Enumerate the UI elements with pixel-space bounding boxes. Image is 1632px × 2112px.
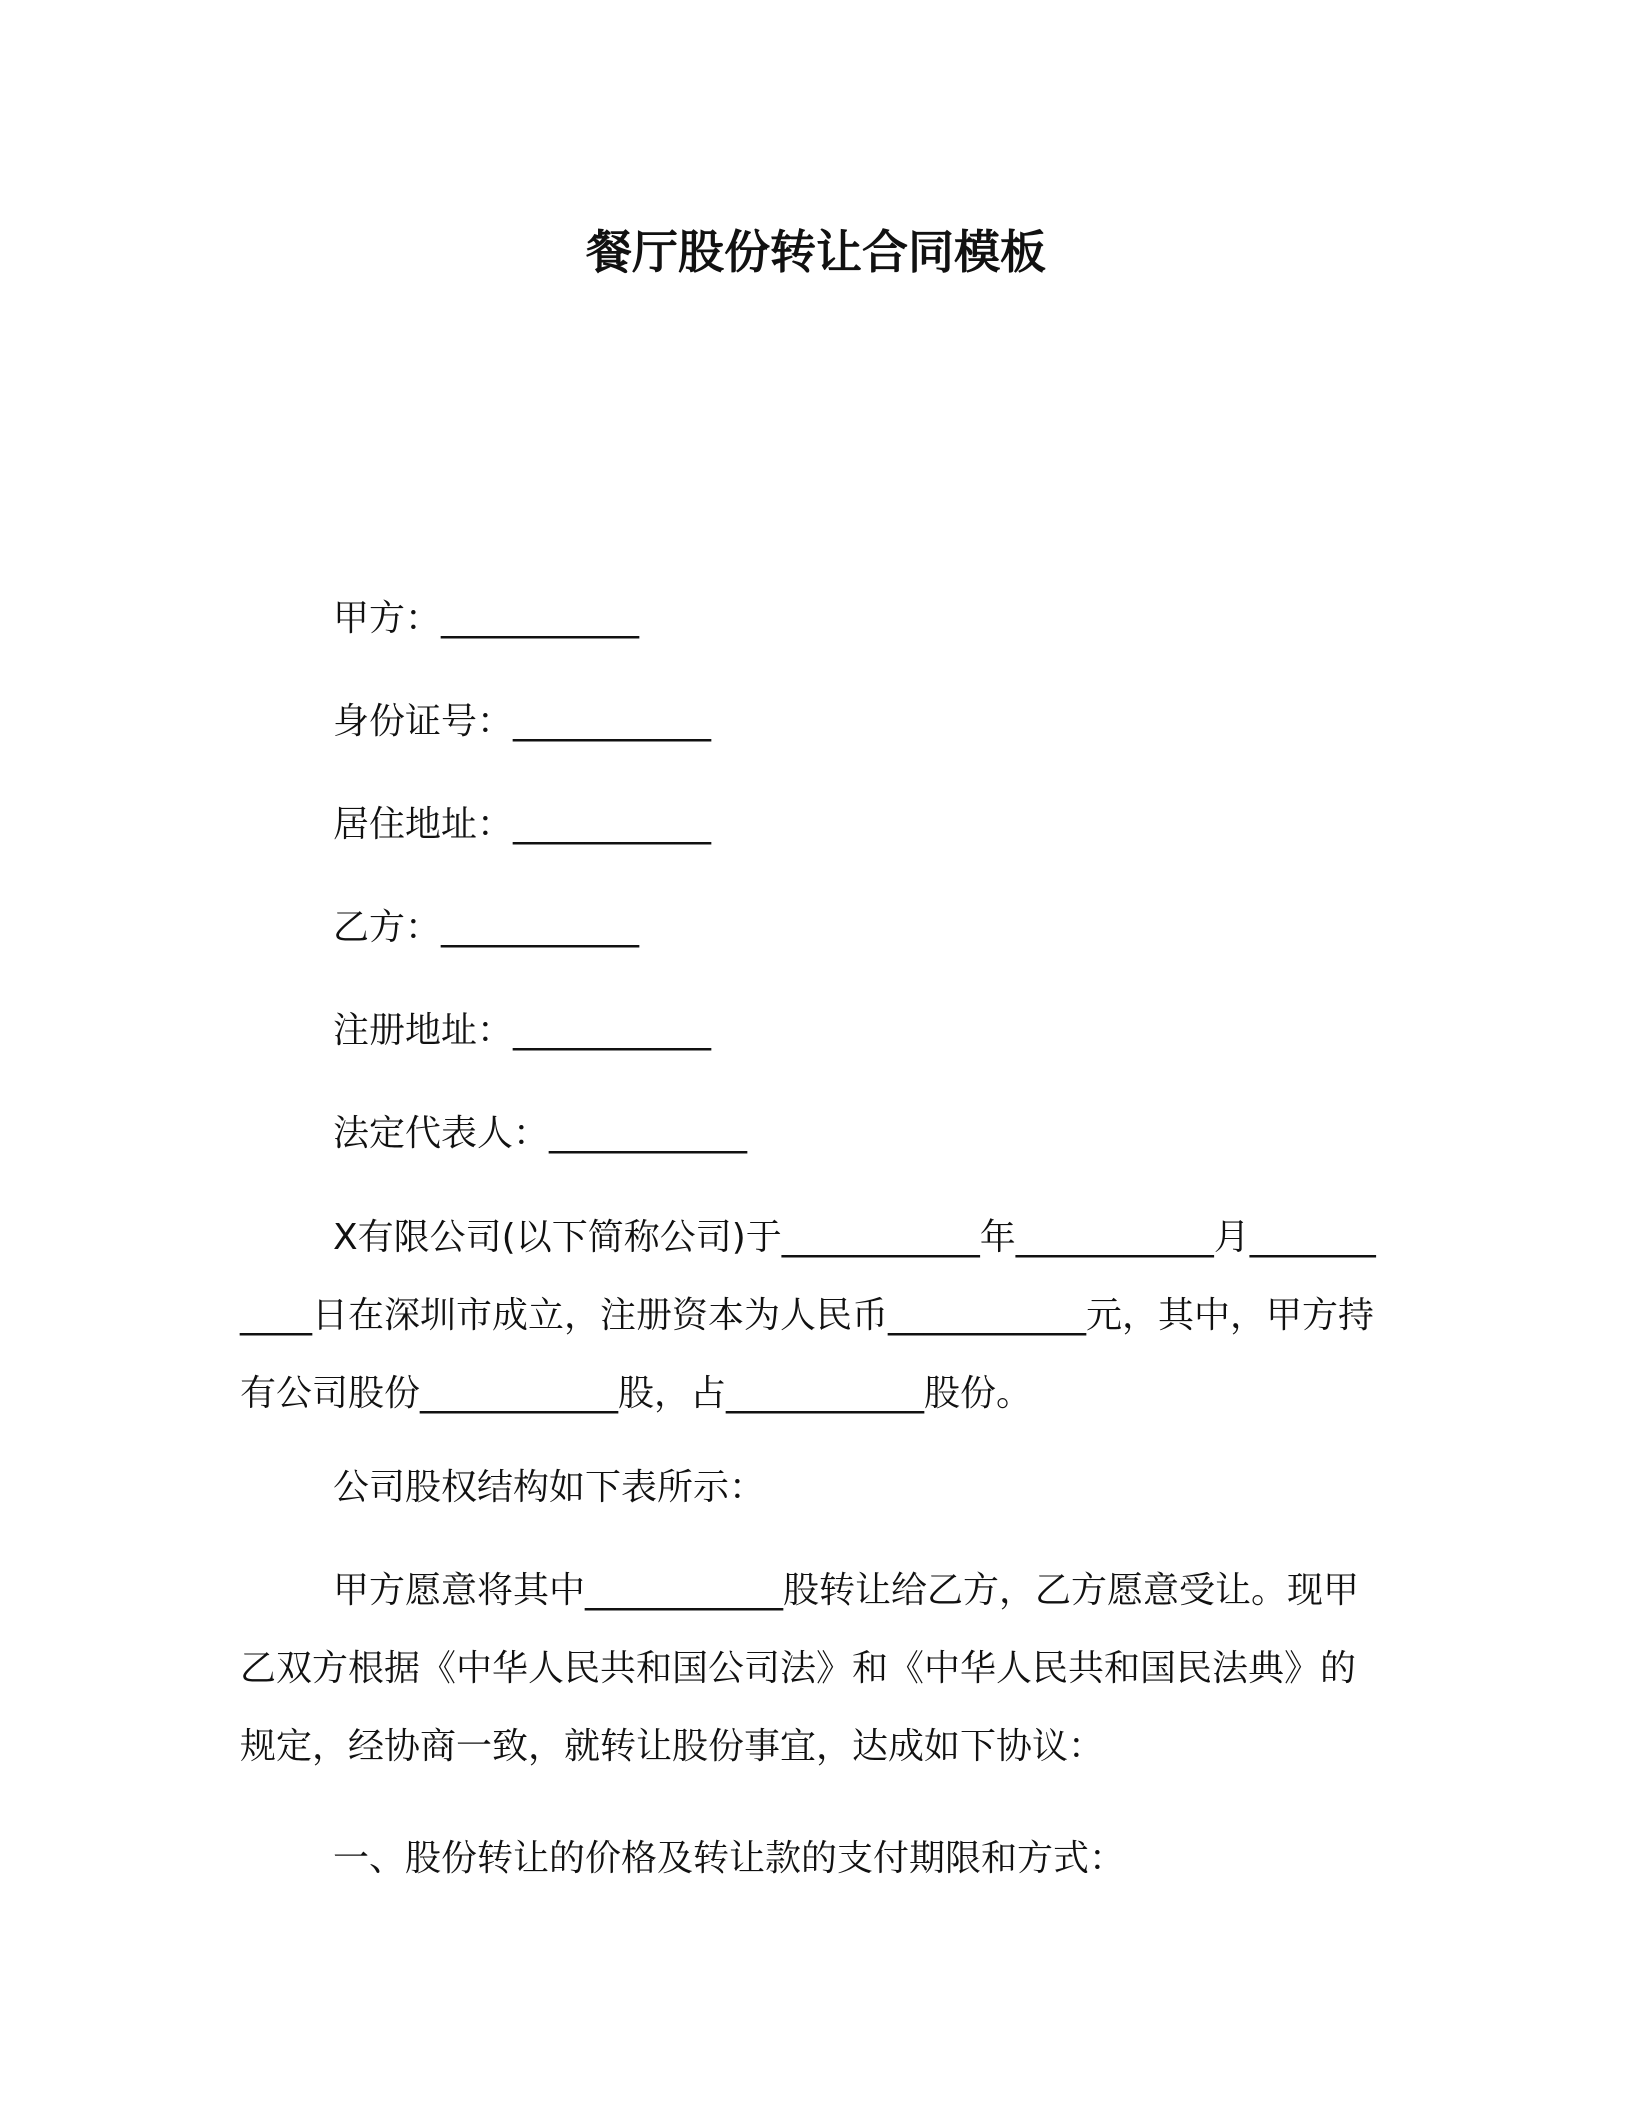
party-b-field: 乙方：___________	[333, 907, 640, 948]
company-info-paragraph: X有限公司(以下简称公司)于___________年___________月___________日在深圳市成立，注册资本为人民币___________元，其中，甲方持有公司股份___________股，占___________股份。	[240, 1217, 1376, 1414]
document-title: 餐厅股份转让合同模板	[586, 225, 1046, 279]
party-a-field: 甲方：___________	[333, 598, 640, 639]
legal-representative-field: 法定代表人：___________	[333, 1113, 748, 1154]
residential-address-field: 居住地址：___________	[333, 804, 712, 845]
section-heading: 一、股份转让的价格及转让款的支付期限和方式：	[333, 1838, 1126, 1879]
equity-structure-paragraph: 公司股权结构如下表所示：	[333, 1467, 766, 1508]
id-number-field: 身份证号：___________	[333, 701, 712, 742]
transfer-agreement-paragraph: 甲方愿意将其中___________股转让给乙方，乙方愿意受让。现甲乙双方根据《中华人民共和国公司法》和《中华人民共和国民法典》的规定，经协商一致，就转让股份事宜，达成如下协议：	[240, 1570, 1360, 1767]
registered-address-field: 注册地址：___________	[333, 1010, 712, 1051]
